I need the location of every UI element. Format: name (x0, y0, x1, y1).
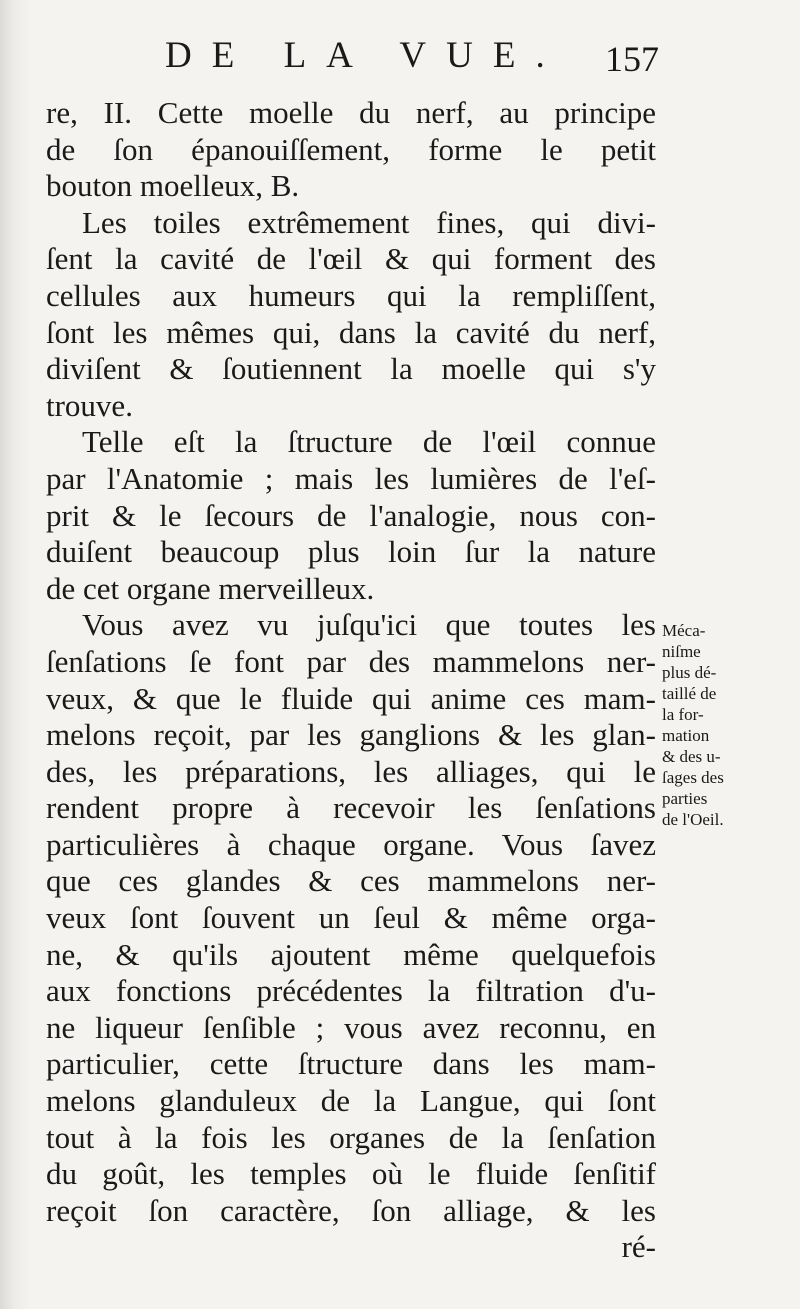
text-line: duiſent beaucoup plus loin ſur la nature (46, 534, 656, 570)
text-line: de ſon épanouiſſement, forme le petit (46, 131, 656, 167)
text-line: particulier, cette ſtructure dans les mam- (46, 1046, 656, 1082)
text-line: aux fonctions précédentes la filtration d'u- (46, 973, 656, 1009)
text-line: par l'Anatomie ; mais les lumières de l'eſ- (46, 460, 656, 496)
text-line: ne, & qu'ils ajoutent même quelquefois (46, 936, 656, 972)
text-line: melons glanduleux de la Langue, qui ſont (46, 1083, 656, 1119)
text-line: des, les préparations, les alliages, qui le (46, 753, 656, 789)
text-line: trouve. (46, 387, 133, 423)
marginal-line: plus dé- (662, 663, 717, 682)
marginal-line: parties (662, 789, 708, 808)
text-line: prit & le ſecours de l'analogie, nous con- (46, 497, 656, 533)
running-title: DE LA VUE. (165, 35, 565, 76)
marginal-line: ſages des (662, 768, 724, 787)
marginal-line: taillé de (662, 684, 717, 703)
text-line: bouton moelleux, B. (46, 168, 300, 204)
text-line: de cet organe merveilleux. (46, 570, 375, 606)
text-line: ſont les mêmes qui, dans la cavité du nerf, (46, 314, 656, 350)
page-number: 157 (605, 39, 659, 79)
catchword: ré- (621, 1229, 656, 1265)
text-line: re, II. Cette moelle du nerf, au principe (46, 95, 656, 130)
marginal-line: Méca- (662, 621, 706, 640)
text-line: melons reçoit, par les ganglions & les glan- (46, 717, 656, 753)
text-line: Vous avez vu juſqu'ici que toutes les (82, 607, 656, 643)
text-line: cellules aux humeurs qui la rempliſſent, (46, 277, 656, 313)
text-line: du goût, les temples où le fluide ſenſitif (46, 1156, 656, 1192)
page-header (45, 30, 665, 90)
text-line: Telle eſt la ſtructure de l'œil connue (82, 424, 656, 460)
text-line: ſent la cavité de l'œil & qui forment des (46, 241, 656, 277)
marginal-note (662, 620, 792, 830)
text-line: tout à la fois les organes de la ſenſation (46, 1119, 656, 1155)
marginal-line: & des u- (662, 747, 721, 766)
marginal-line: mation (662, 726, 710, 745)
text-line: veux ſont ſouvent un ſeul & même orga- (46, 900, 656, 936)
text-line: veux, & que le fluide qui anime ces mam- (46, 680, 656, 716)
text-line: Les toiles extrêmement fines, qui divi- (82, 204, 656, 240)
text-line: que ces glandes & ces mammelons ner- (46, 863, 656, 899)
marginal-line: niſme (662, 642, 701, 661)
text-line: ſenſations ſe font par des mammelons ner- (46, 643, 656, 679)
marginal-line: de l'Oeil. (662, 810, 724, 829)
text-line: ne liqueur ſenſible ; vous avez reconnu, en (46, 1009, 656, 1045)
marginal-line: la for- (662, 705, 704, 724)
text-line: rendent propre à recevoir les ſenſations (46, 790, 656, 826)
text-line: reçoit ſon caractère, ſon alliage, & les (46, 1192, 656, 1228)
text-line: particulières à chaque organe. Vous ſavez (46, 826, 656, 862)
text-line: diviſent & ſoutiennent la moelle qui s'y (46, 351, 656, 387)
body-text (46, 95, 656, 1266)
